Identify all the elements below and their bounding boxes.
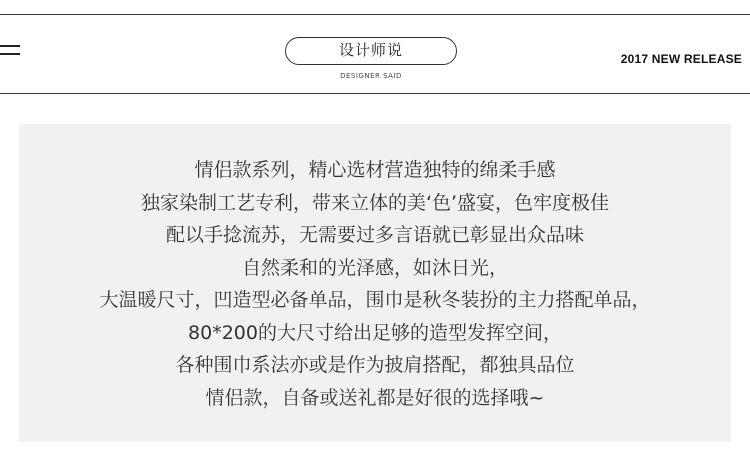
menu-icon-bar-top bbox=[0, 45, 20, 47]
description-line: 独家染制工艺专利，带来立体的美‘色’盛宴，色牢度极佳 bbox=[140, 191, 610, 214]
hamburger-menu-icon[interactable] bbox=[0, 45, 20, 57]
description-line: 自然柔和的光泽感，如沐日光， bbox=[241, 256, 508, 279]
release-label: 2017 NEW RELEASE bbox=[620, 52, 742, 66]
header-bar bbox=[0, 14, 750, 94]
description-panel bbox=[19, 124, 731, 442]
description-line: 大温暖尺寸，凹造型必备单品，围巾是秋冬装扮的主力搭配单品， bbox=[99, 289, 651, 311]
menu-icon-bar-bottom bbox=[0, 53, 20, 55]
description-line: 各种围巾系法亦或是作为披肩搭配，都独具品位 bbox=[175, 354, 575, 376]
section-title: 设计师说 bbox=[285, 37, 457, 65]
description-line: 情侣款，自备或送礼都是好很的选择哦~ bbox=[205, 386, 545, 409]
description-lines bbox=[19, 154, 731, 414]
section-subtitle: DESIGNER SAID bbox=[340, 72, 402, 80]
description-line: 情侣款系列，精心选材营造独特的绵柔手感 bbox=[194, 159, 556, 181]
description-line: 配以手捻流苏，无需要过多言语就已彰显出众品味 bbox=[165, 224, 584, 246]
description-line: 80*200的大尺寸给出足够的造型发挥空间， bbox=[188, 321, 562, 344]
